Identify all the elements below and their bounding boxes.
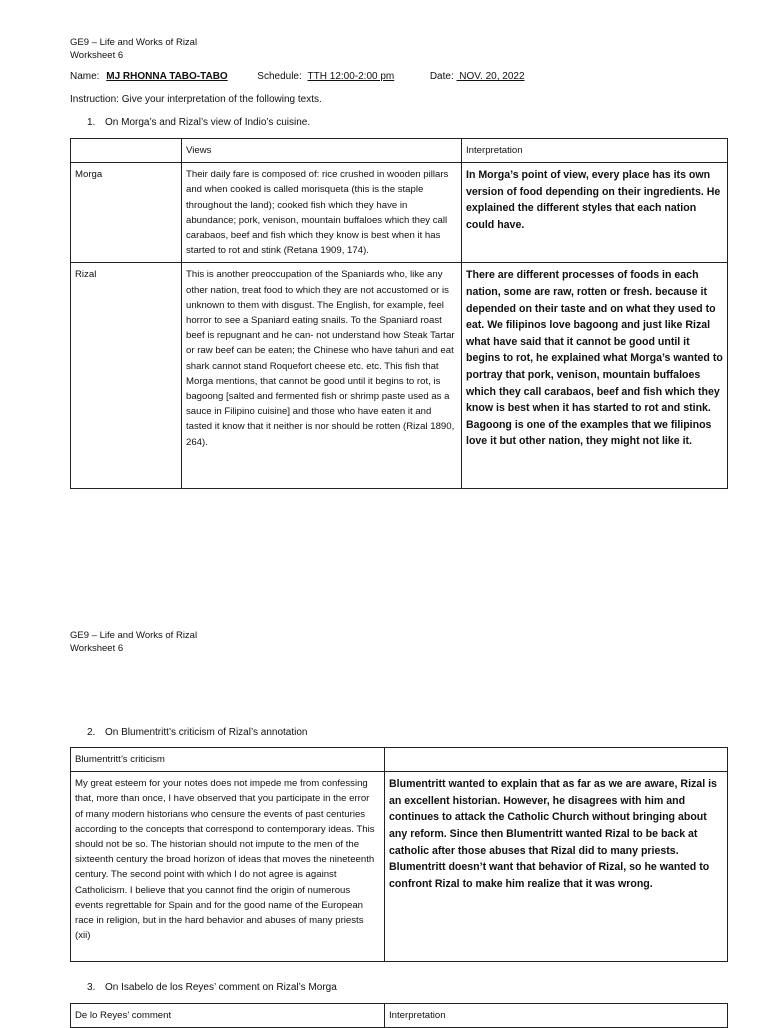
table-header-row — [71, 139, 728, 163]
row-label-rizal: Rizal — [71, 263, 182, 489]
question-1 — [87, 116, 310, 130]
header-criticism: Blumentritt’s criticism — [71, 748, 385, 772]
question-3-number: 3. — [87, 982, 96, 993]
table-header-row — [71, 748, 728, 772]
table-row — [71, 772, 728, 962]
rizal-interpretation: There are different processes of foods in each nation, some are raw, rotten or fresh. because it depended on their taste and on what they used to eat. We filipinos love bagoong and just like Rizal what have said that it cannot be good until it begins to rot, he explained what Morga’s wanted to portray that pork, venison, mountain buffaloes which they call carabaos, beef and fish which they know is best when it has started to rot and stink. Bagoong is one of the examples that we filipinos love it but other nation, they might not like it. — [462, 263, 728, 489]
question-3-title: On Isabelo de los Reyes’ comment on Rizal’s Morga — [105, 982, 337, 993]
question-1-number: 1. — [87, 117, 96, 128]
name-label: Name: — [70, 71, 100, 82]
question-2-number: 2. — [87, 727, 96, 738]
question-2-title: On Blumentritt’s criticism of Rizal’s annotation — [105, 727, 308, 738]
question-1-title: On Morga’s and Rizal’s view of Indio’s cuisine. — [105, 117, 311, 128]
table-row — [71, 163, 728, 263]
header-interpretation-3: Interpretation — [385, 1004, 728, 1028]
schedule-value: TTH 12:00-2:00 pm — [307, 71, 395, 82]
course-title-page2: GE9 – Life and Works of Rizal — [70, 630, 198, 641]
blumentritt-interpretation: Blumentritt wanted to explain that as far as we are aware, Rizal is an excellent historian. However, he disagrees with him and continues to attack the Catholic Church without bringing about any reform. Since then Blumentritt wanted Rizal to be back at catholic after those abuses that Rizal did to many priests. Blumentritt doesn’t want that behavior of Rizal, so he wanted to confront Rizal to make him realize that it was wrong. — [385, 772, 728, 962]
question-2 — [87, 726, 308, 740]
schedule-label: Schedule: — [257, 71, 302, 82]
name-value: MJ RHONNA TABO-TABO — [106, 71, 228, 82]
header-views: Views — [182, 139, 462, 163]
instruction-text: Instruction: Give your interpretation of the following texts. — [70, 94, 322, 105]
course-title: GE9 – Life and Works of Rizal — [70, 37, 198, 48]
header-empty — [385, 748, 728, 772]
views-table — [70, 138, 728, 489]
criticism-table — [70, 747, 728, 962]
worksheet-label-page2: Worksheet 6 — [70, 643, 124, 654]
student-info-line — [70, 70, 525, 84]
worksheet-label: Worksheet 6 — [70, 50, 124, 61]
date-value: NOV. 20, 2022 — [456, 71, 525, 82]
table-header-row — [71, 1004, 728, 1028]
rizal-view: This is another preoccupation of the Spaniards who, like any other nation, treat food to which they are not accustomed or is unknown to them with disgust. The English, for example, feel horror to see a Spaniard eating snails. To the Spaniard roast beef is repugnant and he can- not understand how Steak Tartar or raw beef can be eaten; the Chinese who have tahuri and eat shark cannot stand Roquefort cheese etc. etc. This fish that Morga mentions, that cannot be good until it begins to rot, is bagoong [salted and fermented fish or shrimp paste used as a sauce in Filipino cuisine] and those who have eaten it and tasted it know that it neither is nor should be rotten (Rizal 1890, 264). — [182, 263, 462, 489]
row-label-morga: Morga — [71, 163, 182, 263]
question-3 — [87, 981, 337, 995]
date-label: Date: — [429, 71, 454, 82]
table-row — [71, 263, 728, 489]
header-blank — [71, 139, 182, 163]
morga-interpretation: In Morga’s point of view, every place has its own version of food depending on their ingredients. He explained the different styles that each nation could have. — [462, 163, 728, 263]
morga-view: Their daily fare is composed of: rice crushed in wooden pillars and when cooked is called morisqueta (this is the staple throughout the land); cooked fish which they have in abundance; pork, venison, mountain buffaloes which they call carabaos, beef and fish which they know is best when it has started to rot and stink (Retana 1909, 174). — [182, 163, 462, 263]
comment-table — [70, 1003, 728, 1028]
header-comment: De lo Reyes’ comment — [71, 1004, 385, 1028]
header-interpretation: Interpretation — [462, 139, 728, 163]
blumentritt-criticism: My great esteem for your notes does not impede me from confessing that, more than once, I have observed that you participate in the error of many modern historians who censure the events of past centuries according to the concepts that correspond to contemporary ideas. This should not be so. The historian should not impute to the men of the sixteenth century the broad horizon of ideas that moves the nineteenth century. The second point with which I do not agree is against Catholicism. I believe that you cannot find the origin of numerous events regrettable for Spain and for the good name of the European race in religion, but in the hard behavior and abuses of many priests (xii) — [71, 772, 385, 962]
